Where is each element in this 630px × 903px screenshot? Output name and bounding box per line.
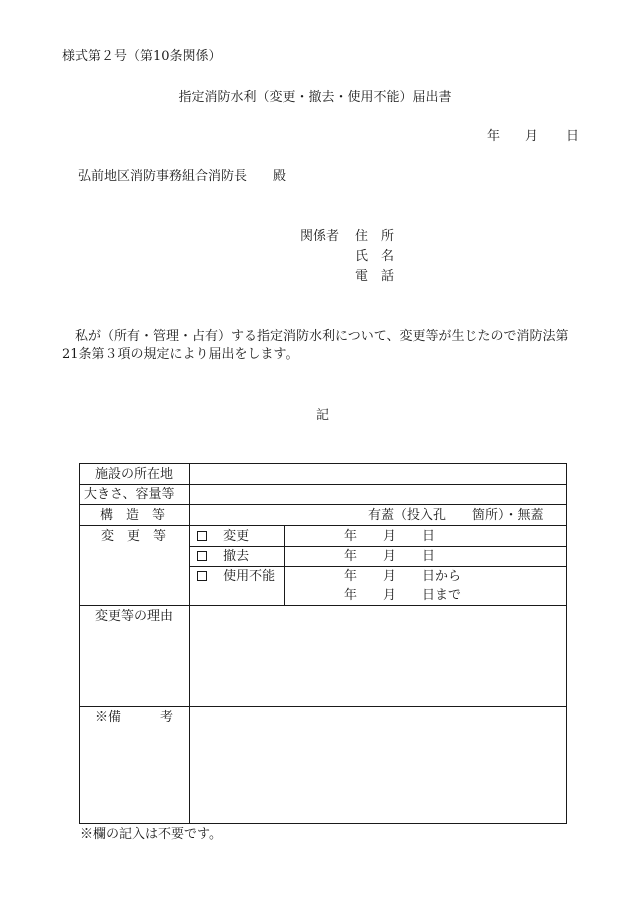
option-change-label: 変更: [223, 529, 250, 544]
location-label: 施設の所在地: [95, 467, 174, 482]
option-change[interactable]: [197, 530, 249, 543]
removal-checkbox[interactable]: [197, 551, 207, 561]
table-rule: [284, 525, 285, 605]
reason-label: 変更等の理由: [95, 609, 174, 624]
change-checkbox[interactable]: [197, 531, 207, 541]
body-paragraph-line-1: 私が（所有・管理・占有）する指定消防水利について、変更等が生じたので消防法第: [62, 329, 569, 344]
option-removal[interactable]: [197, 550, 249, 563]
unusable-date-to: 年 月 日まで: [344, 588, 462, 603]
removal-date: 年 月 日: [344, 549, 436, 564]
change-label: 変 更 等: [101, 529, 167, 544]
unusable-date-from: 年 月 日から: [344, 569, 462, 584]
table-rule: [189, 464, 190, 823]
footnote: ※欄の記入は不要です。: [80, 827, 222, 842]
table-rule: [189, 566, 566, 567]
change-date: 年 月 日: [344, 529, 436, 544]
addressee: 弘前地区消防事務組合消防長 殿: [78, 169, 287, 184]
table-rule: [80, 605, 566, 606]
table-rule: [80, 504, 566, 505]
option-unusable-label: 使用不能: [223, 569, 276, 584]
remarks-label: ※備 考: [95, 710, 174, 725]
sender-name-label: 氏 名: [355, 249, 395, 264]
size-label: 大きさ、容量等: [84, 487, 175, 502]
table-rule: [80, 525, 566, 526]
sender-phone-label: 電 話: [355, 269, 395, 284]
structure-value: 有蓋（投入孔 箇所）・無蓋: [368, 508, 544, 523]
table-rule: [189, 546, 566, 547]
document-title: 指定消防水利（変更・撤去・使用不能）届出書: [178, 90, 452, 105]
date-month-label: 月: [525, 129, 539, 144]
form-number: 様式第２号（第10条関係）: [62, 49, 222, 64]
sender-role-label: 関係者: [300, 229, 340, 244]
date-year-label: 年: [487, 129, 501, 144]
body-paragraph-line-2: 21条第３項の規定により届出をします。: [62, 347, 299, 362]
sender-address-label: 住 所: [355, 229, 395, 244]
option-removal-label: 撤去: [223, 549, 250, 564]
structure-label: 構 造 等: [100, 508, 166, 523]
ki-heading: 記: [316, 408, 330, 423]
date-day-label: 日: [566, 129, 580, 144]
unusable-checkbox[interactable]: [197, 571, 207, 581]
form-table: [79, 463, 567, 824]
option-unusable[interactable]: [197, 570, 275, 583]
table-rule: [80, 706, 566, 707]
table-rule: [80, 484, 566, 485]
